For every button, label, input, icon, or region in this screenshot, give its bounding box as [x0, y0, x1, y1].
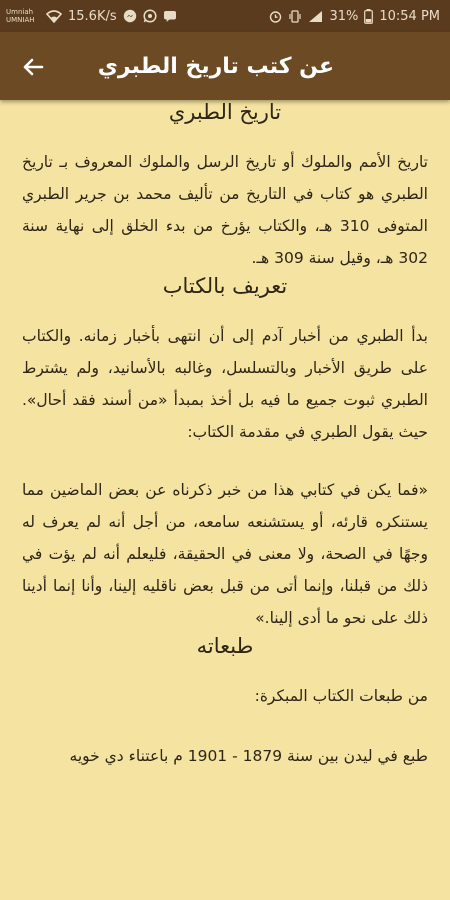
status-right [269, 9, 440, 24]
screen-title: عن كتب تاريخ الطبري [97, 53, 334, 79]
wifi-icon [46, 10, 62, 23]
alarm-icon [269, 10, 282, 23]
arrow-left-icon [21, 55, 45, 79]
back-button[interactable] [16, 50, 50, 84]
carrier-line-1: Umniah [6, 8, 34, 16]
clock: 10:54 PM [379, 8, 440, 24]
vibrate-icon [288, 10, 302, 23]
status-bar [0, 0, 450, 32]
network-speed: 15.6K/s [68, 8, 117, 24]
section-heading-book-definition: تعريف بالكتاب [162, 274, 288, 298]
paragraph-author-quote: «فما يكن في كتابي هذا من خبر ذكرناه عن بعض الماضين مما يستنكره قارئه، أو يستشنعه سامعه، من أجل أنه لم يعرف له وجهًا في الصحة، ولا معنى في الحقيقة، فليعلم أنه لم يؤت في ذلك من قبلنا، وإنما أتى من قبل بعض ناقليه إلينا، وأنا إنما أدينا ذلك على نحو ما أدى إلينا.» [22, 481, 428, 627]
carrier-line-2: UMNIAH [6, 16, 35, 24]
status-left [6, 8, 177, 24]
carrier-label [6, 8, 40, 24]
article-content [0, 100, 450, 900]
app-bar [0, 32, 450, 100]
battery-icon [364, 9, 373, 24]
paragraph-intro: تاريخ الأمم والملوك أو تاريخ الرسل والملوك المعروف بـ تاريخ الطبري هو كتاب في التاريخ من تأليف محمد بن جرير الطبري المتوفى 310 هـ، والكتاب يؤرخ من بدء الخلق إلى نهاية سنة 302 هـ، وقيل سنة 309 هـ. [22, 153, 428, 267]
whatsapp-icon [143, 9, 157, 23]
section-heading-editions: طبعاته [196, 634, 254, 658]
paragraph-editions-intro: من طبعات الكتاب المبكرة: [254, 687, 428, 705]
paragraph-book-description: بدأ الطبري من أخبار آدم إلى أن انتهى بأخبار زمانه. والكتاب على طريق الأخبار وبالتسلسل، وغالبه بالأسانيد، ولم يشترط الطبري ثبوت جميع ما فيه بل أخذ بمبدأ «من أسند فقد أحال». حيث يقول الطبري في مقدمة الكتاب: [22, 327, 428, 441]
section-heading-tabari-history: تاريخ الطبري [168, 100, 282, 124]
battery-percent: 31% [329, 8, 359, 24]
chat-icon [163, 9, 177, 23]
messenger-icon [123, 9, 137, 23]
signal-icon [308, 10, 323, 23]
paragraph-leiden-edition: طبع في ليدن بين سنة 1879 - 1901 م باعتناء دي خويه [69, 747, 428, 765]
